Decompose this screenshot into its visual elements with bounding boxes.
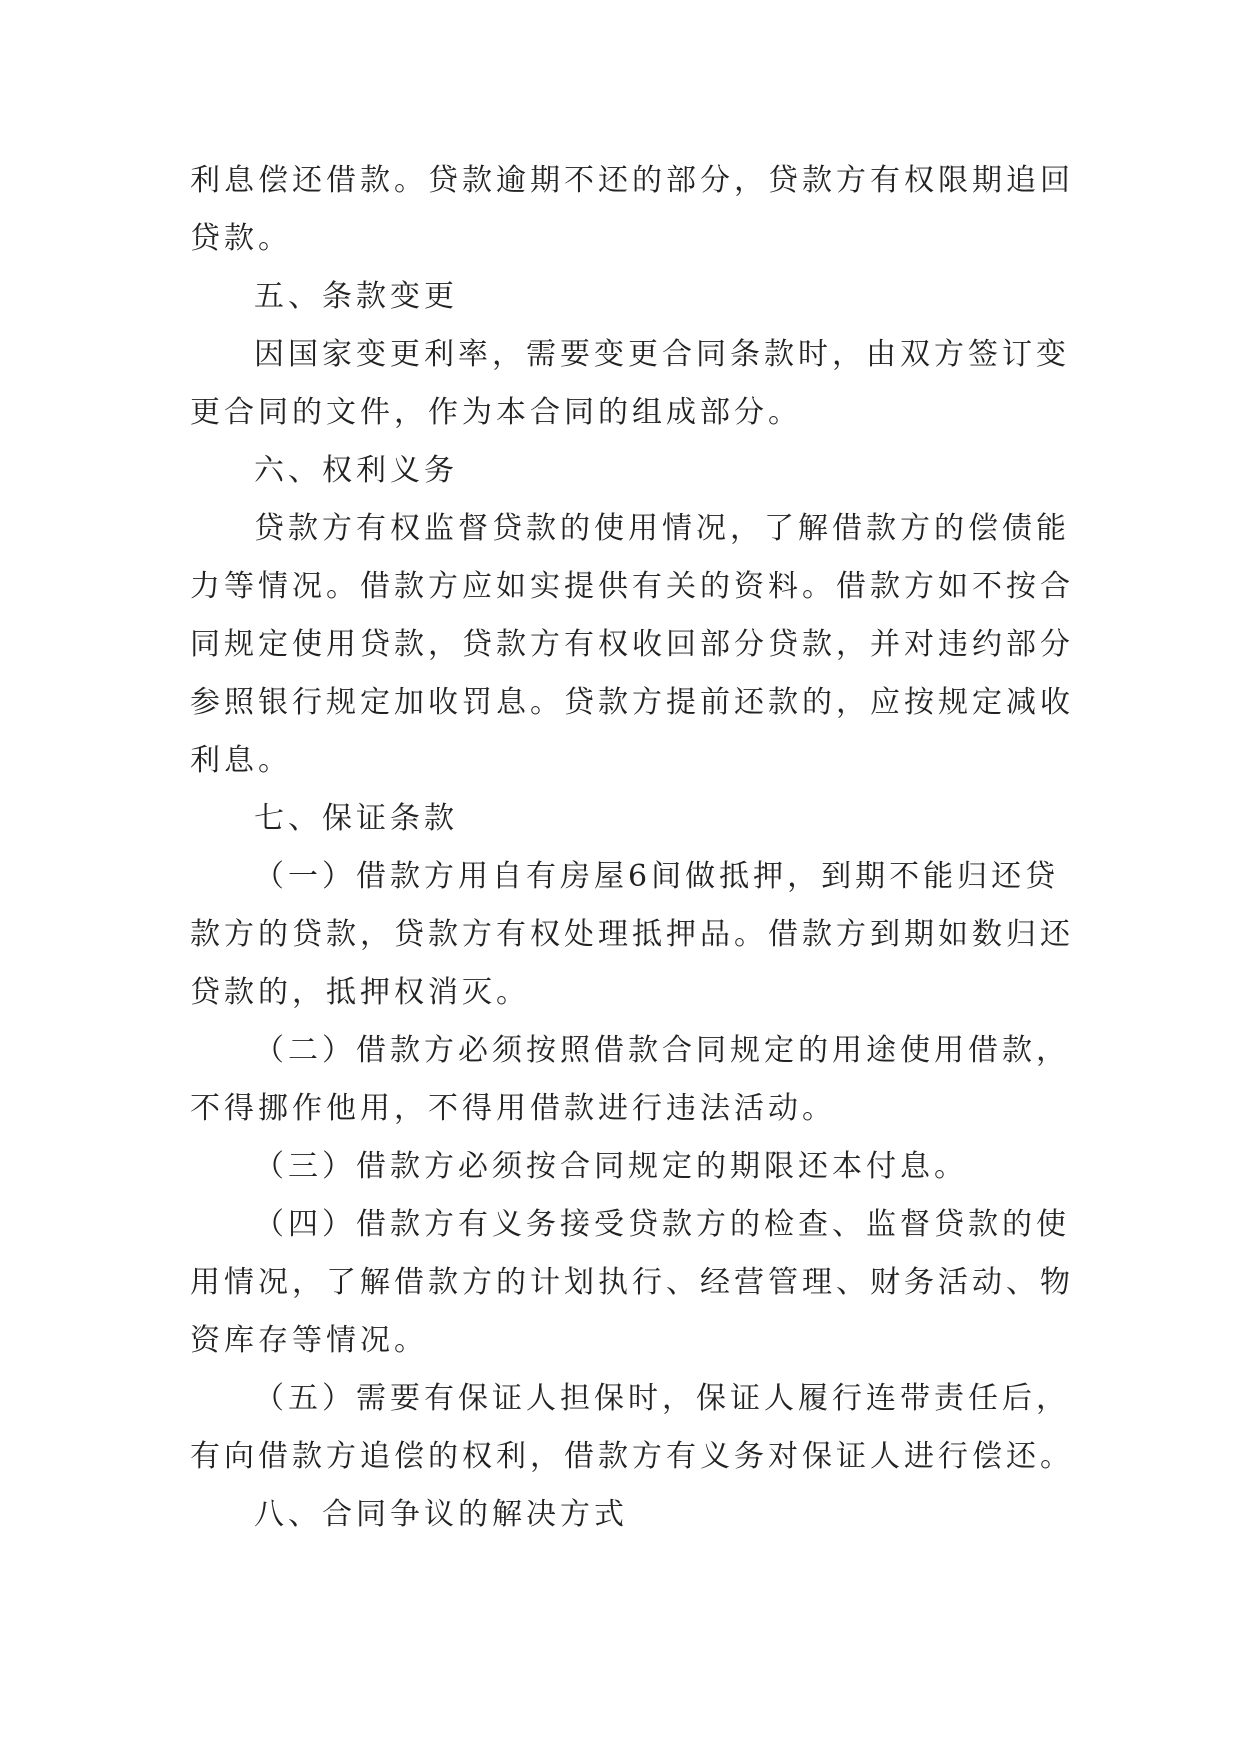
text-line: 利息偿还借款。贷款逾期不还的部分，贷款方有权限期追回 xyxy=(190,163,1074,198)
text-line: 贷款方有权监督贷款的使用情况，了解借款方的偿债能 xyxy=(254,511,1070,546)
text-line: （三）借款方必须按合同规定的期限还本付息。 xyxy=(254,1149,968,1184)
text-line: （五）需要有保证人担保时，保证人履行连带责任后， xyxy=(254,1381,1070,1416)
text-line: 资库存等情况。 xyxy=(190,1323,428,1358)
text-line: 参照银行规定加收罚息。贷款方提前还款的，应按规定减收 xyxy=(190,685,1074,720)
text-line: 用情况，了解借款方的计划执行、经营管理、财务活动、物 xyxy=(190,1265,1074,1300)
text-line: 不得挪作他用，不得用借款进行违法活动。 xyxy=(190,1091,836,1126)
text-line: （四）借款方有义务接受贷款方的检查、监督贷款的使 xyxy=(254,1207,1070,1242)
text-line: 同规定使用贷款，贷款方有权收回部分贷款，并对违约部分 xyxy=(190,627,1074,662)
text-line: 力等情况。借款方应如实提供有关的资料。借款方如不按合 xyxy=(190,569,1074,604)
document-body xyxy=(190,152,1074,1544)
text-line: 五、条款变更 xyxy=(254,279,458,314)
text-line: 款方的贷款，贷款方有权处理抵押品。借款方到期如数归还 xyxy=(190,917,1074,952)
text-line: 贷款的，抵押权消灭。 xyxy=(190,975,530,1010)
text-line: 更合同的文件，作为本合同的组成部分。 xyxy=(190,395,802,430)
text-line: 贷款。 xyxy=(190,221,292,256)
text-line: 七、保证条款 xyxy=(254,801,458,836)
text-line: （二）借款方必须按照借款合同规定的用途使用借款， xyxy=(254,1033,1070,1068)
text-line: 八、合同争议的解决方式 xyxy=(254,1497,628,1532)
text-line: 六、权利义务 xyxy=(254,453,458,488)
text-line: 利息。 xyxy=(190,743,292,778)
text-line: 因国家变更利率，需要变更合同条款时，由双方签订变 xyxy=(254,337,1070,372)
text-line: （一）借款方用自有房屋6间做抵押，到期不能归还贷 xyxy=(254,859,1060,894)
text-line: 有向借款方追偿的权利，借款方有义务对保证人进行偿还。 xyxy=(190,1439,1074,1474)
